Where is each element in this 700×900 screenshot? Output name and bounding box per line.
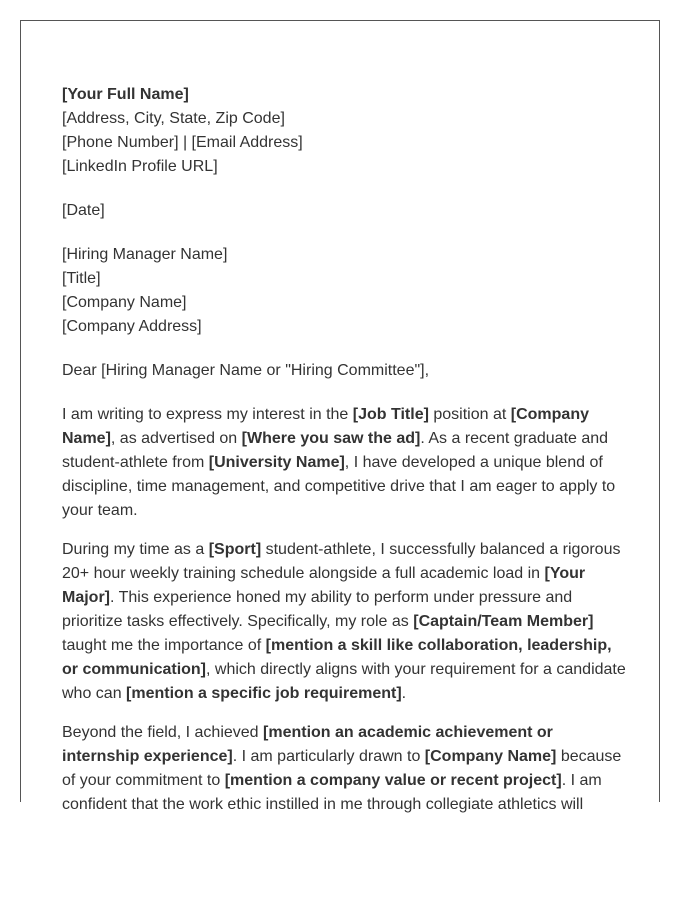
paragraph-text: . As a recent graduate and student-athlete from <box>62 430 609 471</box>
date-block <box>62 199 628 223</box>
salutation-block <box>62 359 628 383</box>
paragraph-text: , I have developed a unique blend of discipline, time management, and competitive drive that I am eager to apply to your team. <box>62 454 616 519</box>
paragraph-text: , as advertised on <box>110 430 242 447</box>
sender-block <box>62 83 628 179</box>
sender-name: [Your Full Name] <box>62 86 189 103</box>
recipient-address: [Company Address] <box>62 318 202 335</box>
placeholder-bold: [Company Name] <box>424 748 557 765</box>
salutation: Dear [Hiring Manager Name or "Hiring Committee"], <box>62 362 430 379</box>
paragraph-text: taught me the importance of <box>62 637 266 654</box>
recipient-block <box>62 243 628 339</box>
paragraph-text: , which directly aligns with your requirement for a candidate who can <box>62 661 626 702</box>
placeholder-bold: [Where you saw the ad] <box>241 430 421 447</box>
paragraph-text: . I am confident that the work ethic instilled in me through collegiate athletics will <box>62 772 602 813</box>
placeholder-bold: [Job Title] <box>352 406 429 423</box>
body-paragraph <box>62 538 628 706</box>
paragraph-text: . I am particularly drawn to <box>232 748 425 765</box>
sender-contact: [Phone Number] | [Email Address] <box>62 134 303 151</box>
recipient-title: [Title] <box>62 270 101 287</box>
letter-page <box>20 20 660 813</box>
recipient-name: [Hiring Manager Name] <box>62 246 228 263</box>
placeholder-bold: [Sport] <box>208 541 262 558</box>
placeholder-bold: [mention a skill like collaboration, leadership, or communication] <box>62 637 612 678</box>
placeholder-bold: [University Name] <box>208 454 345 471</box>
paragraph-text: . This experience honed my ability to perform under pressure and prioritize tasks effectively. Specifically, my role as <box>62 589 573 630</box>
placeholder-bold: [Your Major] <box>62 565 586 606</box>
placeholder-bold: [mention a specific job requirement] <box>126 685 402 702</box>
sender-address: [Address, City, State, Zip Code] <box>62 110 285 127</box>
letter-content <box>62 83 628 817</box>
placeholder-bold: [Company Name] <box>62 406 589 447</box>
paragraph-text: position at <box>428 406 511 423</box>
letter-body <box>62 403 628 817</box>
letter-date: [Date] <box>62 202 105 219</box>
paragraph-text: During my time as a <box>62 541 209 558</box>
paragraph-text: Beyond the field, I achieved <box>62 724 264 741</box>
placeholder-bold: [mention an academic achievement or internship experience] <box>62 724 553 765</box>
recipient-company: [Company Name] <box>62 294 187 311</box>
paragraph-text: I am writing to express my interest in the <box>62 406 353 423</box>
body-paragraph <box>62 403 628 523</box>
placeholder-bold: [Captain/Team Member] <box>413 613 594 630</box>
paragraph-text: student-athlete, I successfully balanced a rigorous 20+ hour weekly training schedule alongside a full academic load in <box>62 541 621 582</box>
placeholder-bold: [mention a company value or recent project] <box>224 772 562 789</box>
paragraph-text: . <box>401 685 407 702</box>
paragraph-text: because of your commitment to <box>62 748 622 789</box>
body-paragraph <box>62 721 628 817</box>
sender-linkedin: [LinkedIn Profile URL] <box>62 158 218 175</box>
